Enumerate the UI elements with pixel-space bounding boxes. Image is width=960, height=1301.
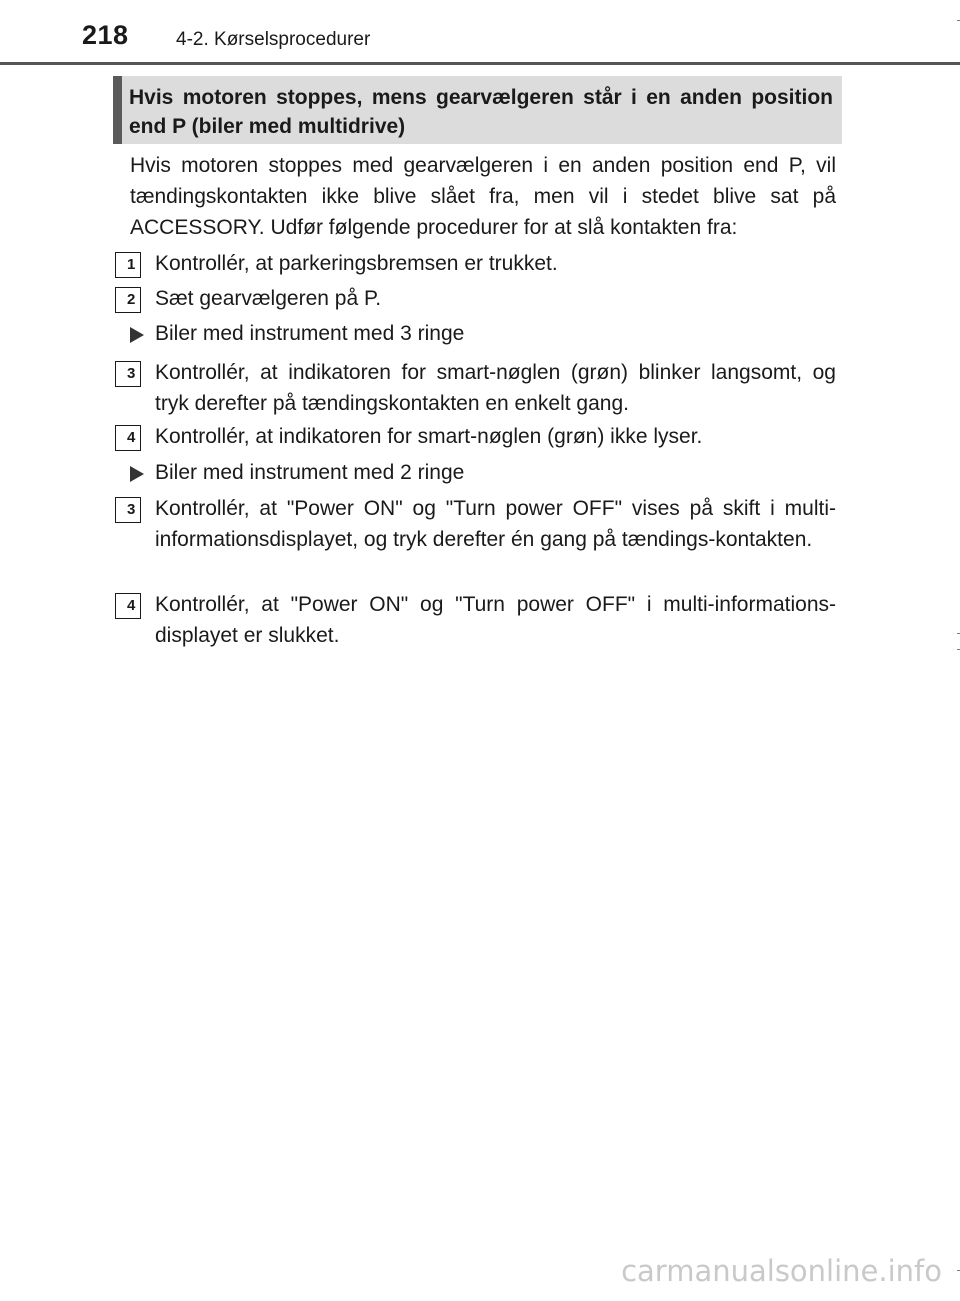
heading-accent-bar	[113, 76, 122, 144]
step-number-badge: 1	[115, 252, 141, 278]
step-number-badge: 3	[115, 497, 141, 523]
header-rule	[0, 62, 960, 65]
step-number-badge: 2	[115, 287, 141, 313]
intro-paragraph: Hvis motoren stoppes med gearvælgeren i en anden position end P, vil tændingskontakten ikke blive slået fra, men vil i stedet blive sat på ACCESSORY. Udfør følgende procedurer for at slå kontakten fra:	[130, 154, 836, 239]
watermark: carmanualsonline.info	[621, 1254, 942, 1288]
section-title: 4-2. Kørselsprocedurer	[176, 29, 371, 50]
page-number: 218	[82, 20, 129, 50]
step-text: Kontrollér, at "Power ON" og "Turn power OFF" i multi-informations-displayet er slukket.	[155, 593, 836, 647]
step-text: Sæt gearvælgeren på P.	[155, 287, 382, 310]
step-text: Kontrollér, at indikatoren for smart-nøglen (grøn) blinker langsomt, og tryk derefter på tændingskontakten en enkelt gang.	[155, 361, 836, 415]
heading-box	[113, 76, 842, 144]
step-number-badge: 3	[115, 361, 141, 387]
heading-text: Hvis motoren stoppes, mens gearvælgeren står i en anden position end P (biler med multidrive)	[129, 86, 833, 138]
step-number-badge: 4	[115, 425, 141, 451]
variant-label: Biler med instrument med 2 ringe	[155, 461, 465, 484]
step-text: Kontrollér, at "Power ON" og "Turn power OFF" vises på skift i multi-informationsdisplayet, og tryk derefter én gang på tændings-kontakten.	[155, 497, 836, 551]
arrow-right-icon	[130, 466, 144, 482]
arrow-right-icon	[130, 327, 144, 343]
step-text: Kontrollér, at indikatoren for smart-nøglen (grøn) ikke lyser.	[155, 425, 703, 448]
step-text: Kontrollér, at parkeringsbremsen er trukket.	[155, 252, 558, 275]
step-number-badge: 4	[115, 593, 141, 619]
variant-label: Biler med instrument med 3 ringe	[155, 322, 465, 345]
